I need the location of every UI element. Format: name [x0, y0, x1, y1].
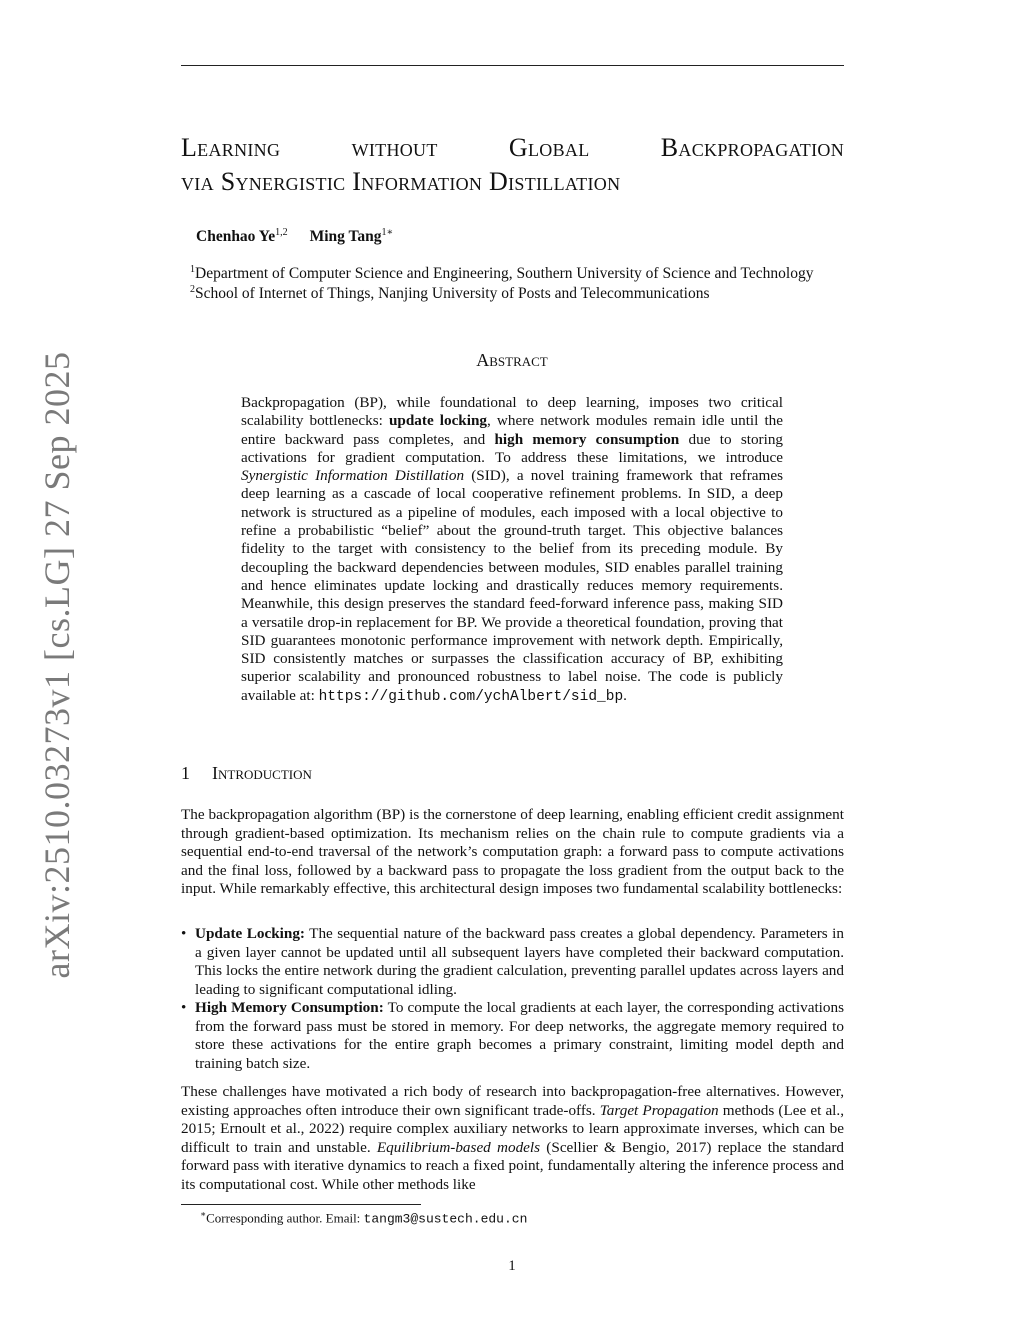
- list-item-text: To compute the local gradients at each layer, the corresponding activations from the forward pass must be stored in memory. For deep networks, the aggregate memory required to store these activations for the entire graph becomes a primary constraint, limiting model depth and training batch size.: [195, 999, 844, 1072]
- list-item: [181, 999, 844, 1073]
- list-item-text: The sequential nature of the backward pass creates a global dependency. Parameters in a given layer cannot be updated until all subsequent layers have completed their backward computation. This locks the entire network during the gradient calculation, preventing parallel updates across layers and leading to significant computational idling.: [195, 925, 844, 998]
- author-affil-mark: 1,2: [275, 227, 288, 238]
- section-title: Introduction: [212, 763, 312, 783]
- bottleneck-list: [181, 925, 844, 1073]
- author-affil-mark: 1∗: [381, 227, 394, 238]
- intro-paragraph-2: [181, 1083, 844, 1194]
- title-line-2: via Synergistic Information Distillation: [181, 167, 621, 196]
- abstract-text: (SID), a novel training framework that reframes deep learning as a cascade of local cooperative refinement problems. In SID, a deep network is structured as a pipeline of modules, each imposed with a local objective to refine a probabilistic “belief” about the ground-truth target. This objective balances fidelity to the target with consistency to the belief from its preceding module. By decoupling the backward dependencies between modules, SID enables parallel training and hence eliminates update locking and drastically reduces memory requirements. Meanwhile, this design preserves the standard feed-forward inference pass, making SID a versatile drop-in replacement for BP. We provide a theoretical foundation, proving that SID guarantees monotonic performance improvement with network depth. Empirically, SID consistently matches or surpasses the classification accuracy of BP, exhibiting superior scalability and pronounced robustness to label noise. The code is publicly available at:: [241, 467, 783, 704]
- email-link[interactable]: tangm3@sustech.edu.cn: [363, 1211, 528, 1227]
- title-word: Learning: [181, 133, 281, 162]
- top-rule: [181, 65, 844, 66]
- abstract-italic: Synergistic Information Distillation: [241, 467, 465, 485]
- para-italic: Equilibrium-based models: [376, 1138, 541, 1156]
- author-list: [196, 227, 393, 246]
- abstract-body: [241, 394, 783, 706]
- title-word: Backpropagation: [660, 133, 844, 162]
- affil-text: Department of Computer Science and Engineering, Southern University of Science and Technology: [195, 265, 814, 283]
- list-item-term: Update Locking:: [195, 925, 305, 942]
- para-text: (Scellier & Bengio, 2017) replace the standard forward pass with iterative dynamics to reach a fixed point, fundamentally altering the inference process and its computational cost. While other methods like: [181, 1138, 844, 1193]
- abstract-text: .: [623, 686, 627, 704]
- affil-mark: 1: [190, 264, 195, 275]
- para-text: These challenges have motivated a rich body of research into backpropagation-free alternatives. However, existing approaches often introduce their own significant trade-offs.: [181, 1083, 844, 1119]
- list-item: [181, 925, 844, 999]
- para-text: methods (Lee et al., 2015; Ernoult et al., 2022) require complex auxiliary networks to learn approximate inverses, which can be difficult to train and unstable.: [181, 1101, 844, 1156]
- footnote-text: Corresponding author. Email:: [206, 1210, 364, 1226]
- abstract-text: Backpropagation (BP), while foundational to deep learning, imposes two critical scalability bottlenecks:: [241, 394, 783, 430]
- affiliation-1: [190, 264, 813, 283]
- paper-title: [181, 131, 844, 199]
- affiliation-2: [190, 284, 710, 303]
- list-item-term: High Memory Consumption:: [195, 999, 384, 1016]
- abstract-text: due to storing activations for gradient computation. To address these limitations, we introduce: [241, 430, 784, 466]
- abstract-heading: Abstract: [476, 350, 548, 370]
- para-italic: Target Propagation: [599, 1101, 719, 1119]
- abstract-bold: update locking: [388, 412, 488, 430]
- arxiv-identifier: arXiv:2510.03273v1 [cs.LG] 27 Sep 2025: [37, 351, 77, 979]
- author-name: Ming Tang: [309, 228, 382, 246]
- footnote-rule: [181, 1204, 421, 1205]
- code-url-link[interactable]: https://github.com/ychAlbert/sid_bp: [318, 688, 624, 705]
- abstract-text: , where network modules remain idle until the entire backward pass completes, and: [241, 412, 783, 448]
- section-number: 1: [181, 763, 190, 783]
- title-word: without: [351, 133, 438, 162]
- page-number: 1: [508, 1258, 516, 1274]
- intro-paragraph-1: The backpropagation algorithm (BP) is the cornerstone of deep learning, enabling efficient credit assignment through gradient-based optimization. Its mechanism relies on the chain rule to compute gradients via a sequential end-to-end traversal of the network’s computation graph: a forward pass to compute activations and the final loss, followed by a backward pass to propagate the loss gradient from the output back to the input. While remarkably effective, this architectural design imposes two fundamental scalability bottlenecks:: [181, 806, 844, 897]
- affil-text: School of Internet of Things, Nanjing University of Posts and Telecommunications: [195, 285, 710, 303]
- footnote: [200, 1209, 527, 1226]
- section-heading: [181, 763, 312, 784]
- affil-mark: 2: [190, 284, 195, 295]
- abstract-bold: high memory consumption: [494, 430, 680, 448]
- author-name: Chenhao Ye: [196, 228, 276, 246]
- bullet-icon: •: [181, 925, 187, 942]
- footnote-mark: ∗: [200, 1209, 207, 1219]
- bullet-icon: •: [181, 999, 187, 1016]
- title-word: Global: [508, 133, 590, 162]
